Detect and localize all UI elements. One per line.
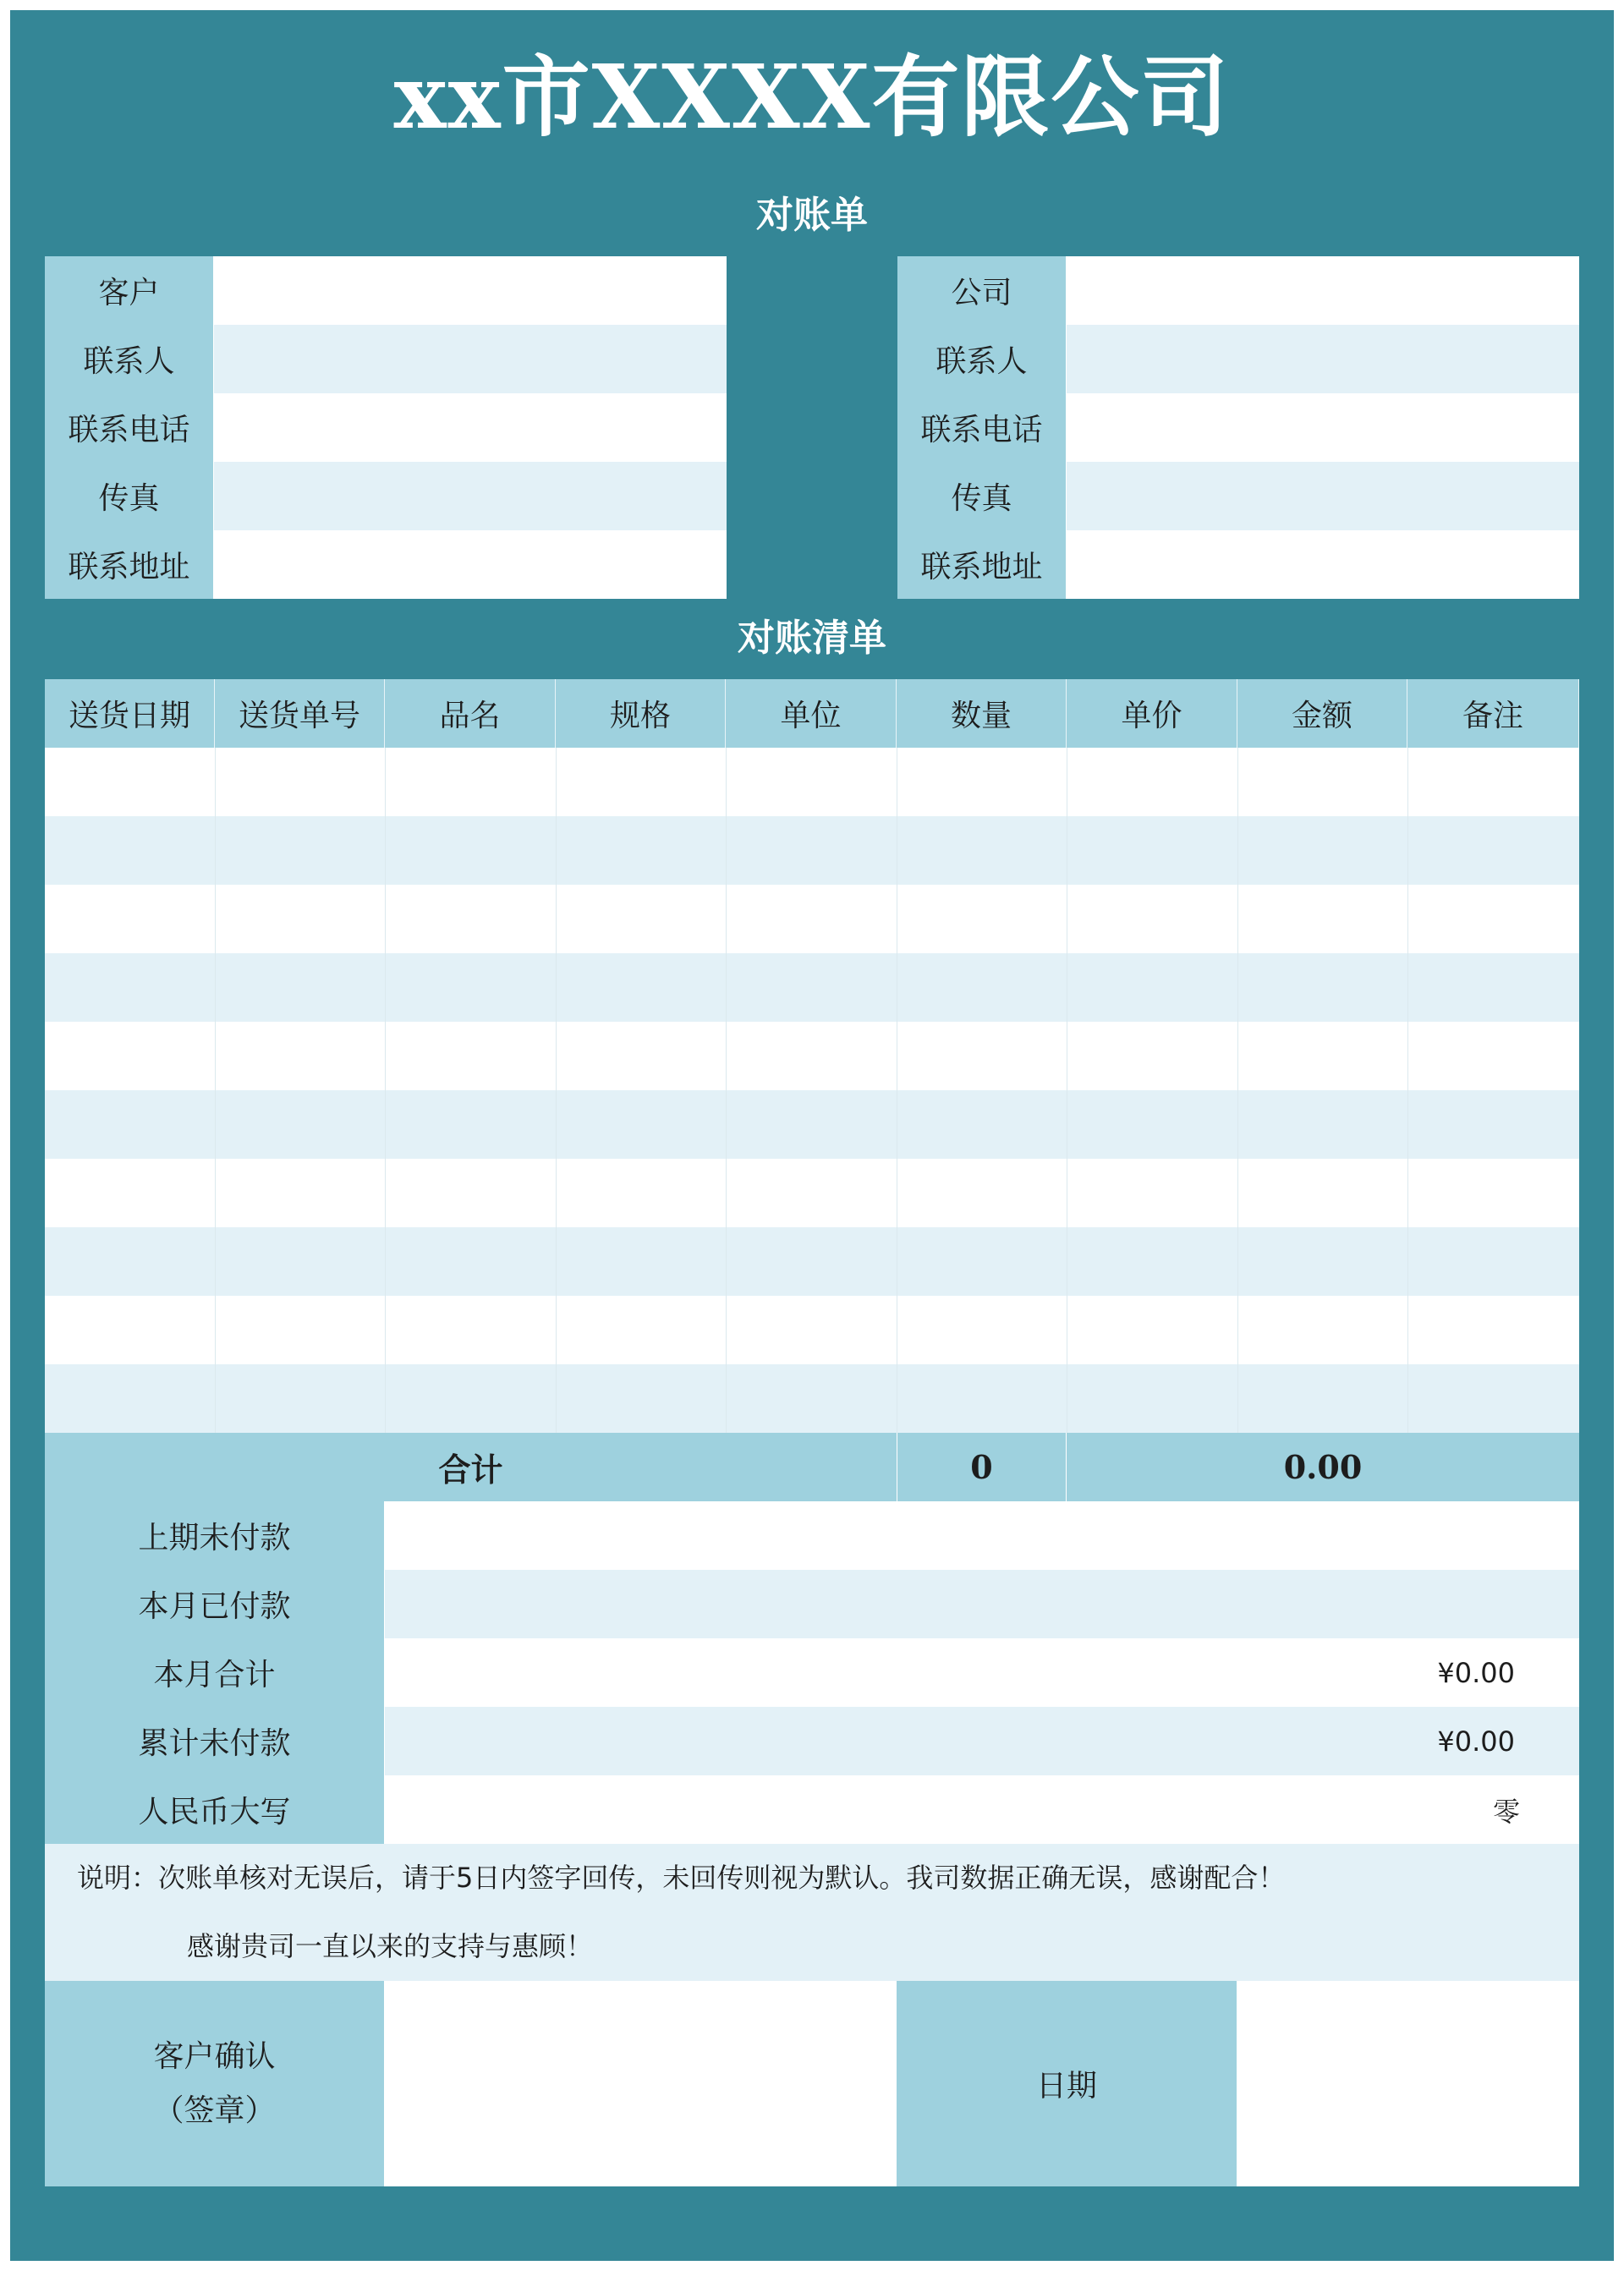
- rmb-uppercase-label: 人民币大写: [45, 1775, 385, 1844]
- table-row[interactable]: [45, 816, 1579, 885]
- table-row[interactable]: [45, 1090, 1579, 1159]
- total-label: 合计: [45, 1433, 897, 1501]
- header-product-name: 品名: [385, 679, 556, 748]
- customer-confirm-text: 客户确认: [153, 2038, 276, 2074]
- column-divider: [556, 748, 557, 1433]
- header-quantity: 数量: [897, 679, 1067, 748]
- customer-signature-field[interactable]: [385, 1981, 897, 2186]
- table-row[interactable]: [45, 1296, 1579, 1364]
- cumulative-unpaid-value: ¥0.00: [385, 1707, 1579, 1775]
- table-row[interactable]: [45, 1364, 1579, 1433]
- total-quantity: 0: [897, 1433, 1067, 1501]
- company-address-label: 联系地址: [897, 530, 1067, 599]
- table-row[interactable]: [45, 1227, 1579, 1296]
- customer-info-block: [45, 256, 727, 599]
- table-row[interactable]: [45, 748, 1579, 816]
- customer-contact-field[interactable]: [214, 325, 727, 393]
- month-total-label: 本月合计: [45, 1638, 385, 1707]
- customer-address-field[interactable]: [214, 530, 727, 599]
- month-total-value: ¥0.00: [385, 1638, 1579, 1707]
- note-line-2: 感谢贵司一直以来的支持与惠顾！: [187, 1930, 594, 1962]
- customer-fax-field[interactable]: [214, 462, 727, 530]
- company-contact-field[interactable]: [1067, 325, 1579, 393]
- header-amount: 金额: [1237, 679, 1407, 748]
- header-delivery-date: 送货日期: [45, 679, 215, 748]
- header-delivery-number: 送货单号: [215, 679, 385, 748]
- paid-this-month-label: 本月已付款: [45, 1570, 385, 1638]
- statement-title: 对账单: [756, 194, 868, 237]
- table-row[interactable]: [45, 1022, 1579, 1090]
- customer-confirm-label: [45, 1981, 385, 2186]
- company-info-block: [897, 256, 1579, 599]
- header-unit-price: 单价: [1067, 679, 1237, 748]
- company-address-field[interactable]: [1067, 530, 1579, 599]
- table-row[interactable]: [45, 1159, 1579, 1227]
- previous-unpaid-label: 上期未付款: [45, 1501, 385, 1570]
- note-line-1: 说明：次账单核对无误后，请于5日内签字回传，未回传则视为默认。我司数据正确无误，感谢配合！: [77, 1862, 1286, 1894]
- customer-contact-label: 联系人: [45, 325, 214, 393]
- column-divider: [1237, 748, 1238, 1433]
- customer-phone-label: 联系电话: [45, 393, 214, 462]
- customer-confirm-sub: （签章）: [153, 2093, 276, 2128]
- header-remarks: 备注: [1407, 679, 1579, 748]
- column-divider: [726, 748, 727, 1433]
- date-field[interactable]: [1237, 1981, 1579, 2186]
- total-amount: 0.00: [1067, 1433, 1579, 1501]
- header-specification: 规格: [556, 679, 726, 748]
- company-phone-label: 联系电话: [897, 393, 1067, 462]
- company-title: xx市XXXX有限公司: [393, 45, 1231, 149]
- customer-label: 客户: [45, 256, 214, 325]
- rmb-uppercase-value: 零: [385, 1775, 1579, 1844]
- previous-unpaid-field[interactable]: [385, 1501, 1579, 1570]
- list-title: 对账清单: [738, 617, 886, 660]
- customer-address-label: 联系地址: [45, 530, 214, 599]
- customer-field[interactable]: [214, 256, 727, 325]
- header-unit: 单位: [726, 679, 897, 748]
- date-label: 日期: [897, 1981, 1237, 2186]
- column-divider: [215, 748, 216, 1433]
- company-field[interactable]: [1067, 256, 1579, 325]
- column-divider: [385, 748, 386, 1433]
- cumulative-unpaid-label: 累计未付款: [45, 1707, 385, 1775]
- customer-phone-field[interactable]: [214, 393, 727, 462]
- company-contact-label: 联系人: [897, 325, 1067, 393]
- table-row[interactable]: [45, 885, 1579, 953]
- customer-fax-label: 传真: [45, 462, 214, 530]
- paid-this-month-field[interactable]: [385, 1570, 1579, 1638]
- company-fax-field[interactable]: [1067, 462, 1579, 530]
- company-phone-field[interactable]: [1067, 393, 1579, 462]
- column-divider: [1407, 748, 1408, 1433]
- company-fax-label: 传真: [897, 462, 1067, 530]
- statement-table: [45, 679, 1579, 2191]
- table-row[interactable]: [45, 953, 1579, 1022]
- company-label: 公司: [897, 256, 1067, 325]
